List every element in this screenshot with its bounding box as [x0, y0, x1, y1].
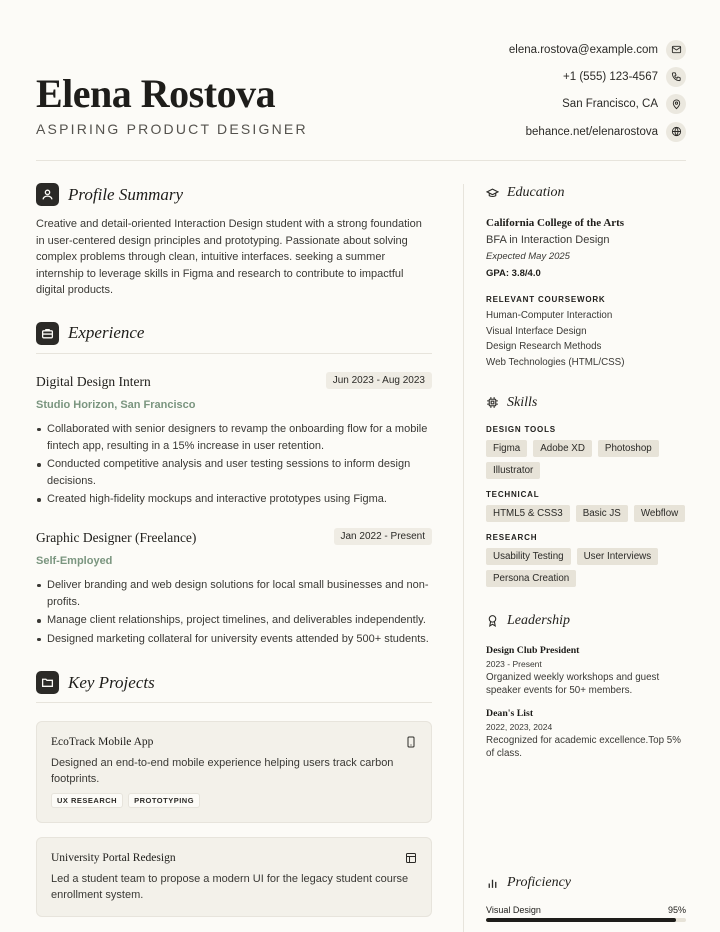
job-date: Jan 2022 - Present [334, 528, 433, 545]
coursework-list [486, 308, 686, 371]
skill-chips [486, 548, 686, 587]
contact-phone-text[interactable]: +1 (555) 123-4567 [563, 70, 658, 83]
projects-section [36, 671, 432, 917]
experience-title: Experience [68, 323, 145, 343]
education-section [486, 185, 686, 371]
education-header [486, 185, 686, 201]
profile-summary-text: Creative and detail-oriented Interaction Design student with a strong foundation in user-centered design principles and prototyping. Passionate about solving complex problems through clean, intuitive interfaces. seeking a summer internship to leverage skills in Figma and research to contribute to impactful digital products. [36, 218, 422, 297]
coursework-label: RELEVANT COURSEWORK [486, 295, 606, 304]
skill-chips [486, 505, 686, 522]
contact-phone[interactable] [356, 63, 686, 90]
profile-summary-title: Profile Summary [68, 184, 184, 204]
skill-chip: Figma [486, 440, 527, 457]
contact-website[interactable] [356, 118, 686, 145]
project-card [36, 721, 432, 823]
project-card [36, 837, 432, 917]
proficiency-item [486, 905, 686, 922]
leadership-item-title: Design Club President [486, 644, 580, 656]
leadership-item-desc: Recognized for academic excellence.Top 5% of class. [486, 734, 681, 760]
skill-group-label: RESEARCH [486, 532, 538, 542]
skill-chip: Basic JS [576, 505, 628, 522]
skill-chip: Adobe XD [533, 440, 592, 457]
map-pin-icon [666, 94, 686, 114]
skill-chip: Photoshop [598, 440, 659, 457]
leadership-item [486, 645, 686, 698]
skills-header [486, 395, 686, 411]
mail-icon [666, 40, 686, 60]
contact-email[interactable] [356, 36, 686, 63]
profile-summary-header [36, 183, 432, 206]
education-expected: Expected May 2025 [486, 251, 570, 262]
leadership-item-date: 2023 - Present [486, 658, 542, 669]
candidate-role: ASPIRING PRODUCT DESIGNER [36, 121, 308, 137]
contact-location-text: San Francisco, CA [562, 98, 658, 111]
phone-icon [666, 67, 686, 87]
job-entry [36, 530, 432, 647]
leadership-item-desc: Organized weekly workshops and guest speaker events for 50+ members. [486, 671, 660, 697]
job-title: Graphic Designer (Freelance) [36, 529, 197, 545]
job-bullet: Collaborated with senior designers to revamp the onboarding flow for a mobile fintech app, resulting in a 15% increase in user retention. [36, 421, 432, 454]
job-date: Jun 2023 - Aug 2023 [326, 372, 432, 389]
project-title: University Portal Redesign [51, 852, 176, 865]
leadership-item-title: Dean's List [486, 707, 534, 719]
bar-chart-icon [486, 877, 499, 890]
skill-group-label: TECHNICAL [486, 489, 540, 499]
coursework-item: Visual Interface Design [486, 325, 587, 337]
column-divider [463, 184, 464, 932]
job-bullet: Designed marketing collateral for university events attended by 500+ students. [36, 631, 432, 648]
project-tag: UX RESEARCH [51, 793, 123, 808]
job-bullet: Created high-fidelity mockups and interactive prototypes using Figma. [36, 491, 432, 508]
resume-header [36, 0, 686, 161]
contact-list [356, 36, 686, 145]
project-description: Designed an end-to-end mobile experience helping users track carbon footprints. [51, 757, 394, 785]
job-entry [36, 374, 432, 508]
coursework-item: Design Research Methods [486, 341, 602, 353]
contact-email-text[interactable]: elena.rostova@example.com [508, 43, 658, 56]
projects-title: Key Projects [68, 672, 155, 692]
skill-chip: Usability Testing [486, 548, 571, 565]
skill-chips [486, 440, 686, 479]
job-bullet: Deliver branding and web design solutions for local small businesses and non-profits. [36, 577, 432, 610]
leadership-header [486, 613, 686, 629]
education-title: Education [507, 185, 565, 200]
contact-website-text[interactable]: behance.net/elenarostova [525, 125, 658, 138]
proficiency-bar-fill [486, 918, 676, 922]
projects-header [36, 671, 432, 694]
leadership-title: Leadership [507, 612, 570, 628]
cpu-icon [486, 396, 499, 409]
proficiency-bar [486, 918, 686, 922]
project-title: EcoTrack Mobile App [51, 736, 154, 749]
projects-rule [36, 702, 432, 703]
leadership-section [486, 613, 686, 761]
layout-icon [405, 852, 417, 864]
job-bullet: Conducted competitive analysis and user testing sessions to inform design decisions. [36, 456, 432, 489]
proficiency-header [486, 875, 686, 891]
leadership-item-date: 2022, 2023, 2024 [486, 721, 553, 732]
coursework-item: Web Technologies (HTML/CSS) [486, 357, 625, 369]
proficiency-row [486, 905, 686, 915]
job-title: Digital Design Intern [36, 373, 151, 389]
coursework-item: Human-Computer Interaction [486, 310, 613, 321]
proficiency-label: Visual Design [486, 905, 541, 915]
main-column [36, 161, 432, 917]
proficiency-value: 95% [667, 905, 686, 915]
profile-summary-section [36, 183, 432, 299]
experience-header [36, 322, 432, 345]
globe-icon [666, 122, 686, 142]
education-school: California College of the Arts [486, 217, 625, 229]
job-bullets [36, 421, 432, 508]
contact-location [356, 91, 686, 118]
skill-chip: User Interviews [577, 548, 659, 565]
candidate-name: Elena Rostova [36, 71, 276, 116]
folder-icon [36, 671, 59, 694]
award-icon [486, 614, 499, 627]
project-description: Led a student team to propose a modern UI for the legacy student course enrollment system. [51, 873, 409, 901]
experience-section [36, 322, 432, 647]
job-company: Studio Horizon, San Francisco [36, 398, 196, 411]
skills-section [486, 395, 686, 587]
smartphone-icon [405, 736, 417, 748]
skill-group-label: DESIGN TOOLS [486, 424, 556, 434]
skill-chip: Webflow [634, 505, 685, 522]
proficiency-title: Proficiency [507, 875, 572, 890]
skill-chip: Illustrator [486, 462, 540, 479]
job-company: Self-Employed [36, 554, 113, 567]
education-degree: BFA in Interaction Design [486, 234, 610, 246]
project-tag: PROTOTYPING [128, 793, 200, 808]
skill-chip: Persona Creation [486, 570, 576, 587]
briefcase-icon [36, 322, 59, 345]
user-icon [36, 183, 59, 206]
job-bullets [36, 577, 432, 647]
experience-rule [36, 353, 432, 354]
project-tags [51, 793, 417, 808]
graduation-cap-icon [486, 187, 499, 200]
education-gpa: GPA: 3.8/4.0 [486, 268, 541, 279]
proficiency-section [486, 875, 686, 922]
skill-chip: HTML5 & CSS3 [486, 505, 570, 522]
skills-title: Skills [507, 394, 538, 410]
leadership-item [486, 708, 686, 761]
sidebar-column [486, 161, 686, 915]
job-bullet: Manage client relationships, project timelines, and deliverables independently. [36, 612, 432, 629]
